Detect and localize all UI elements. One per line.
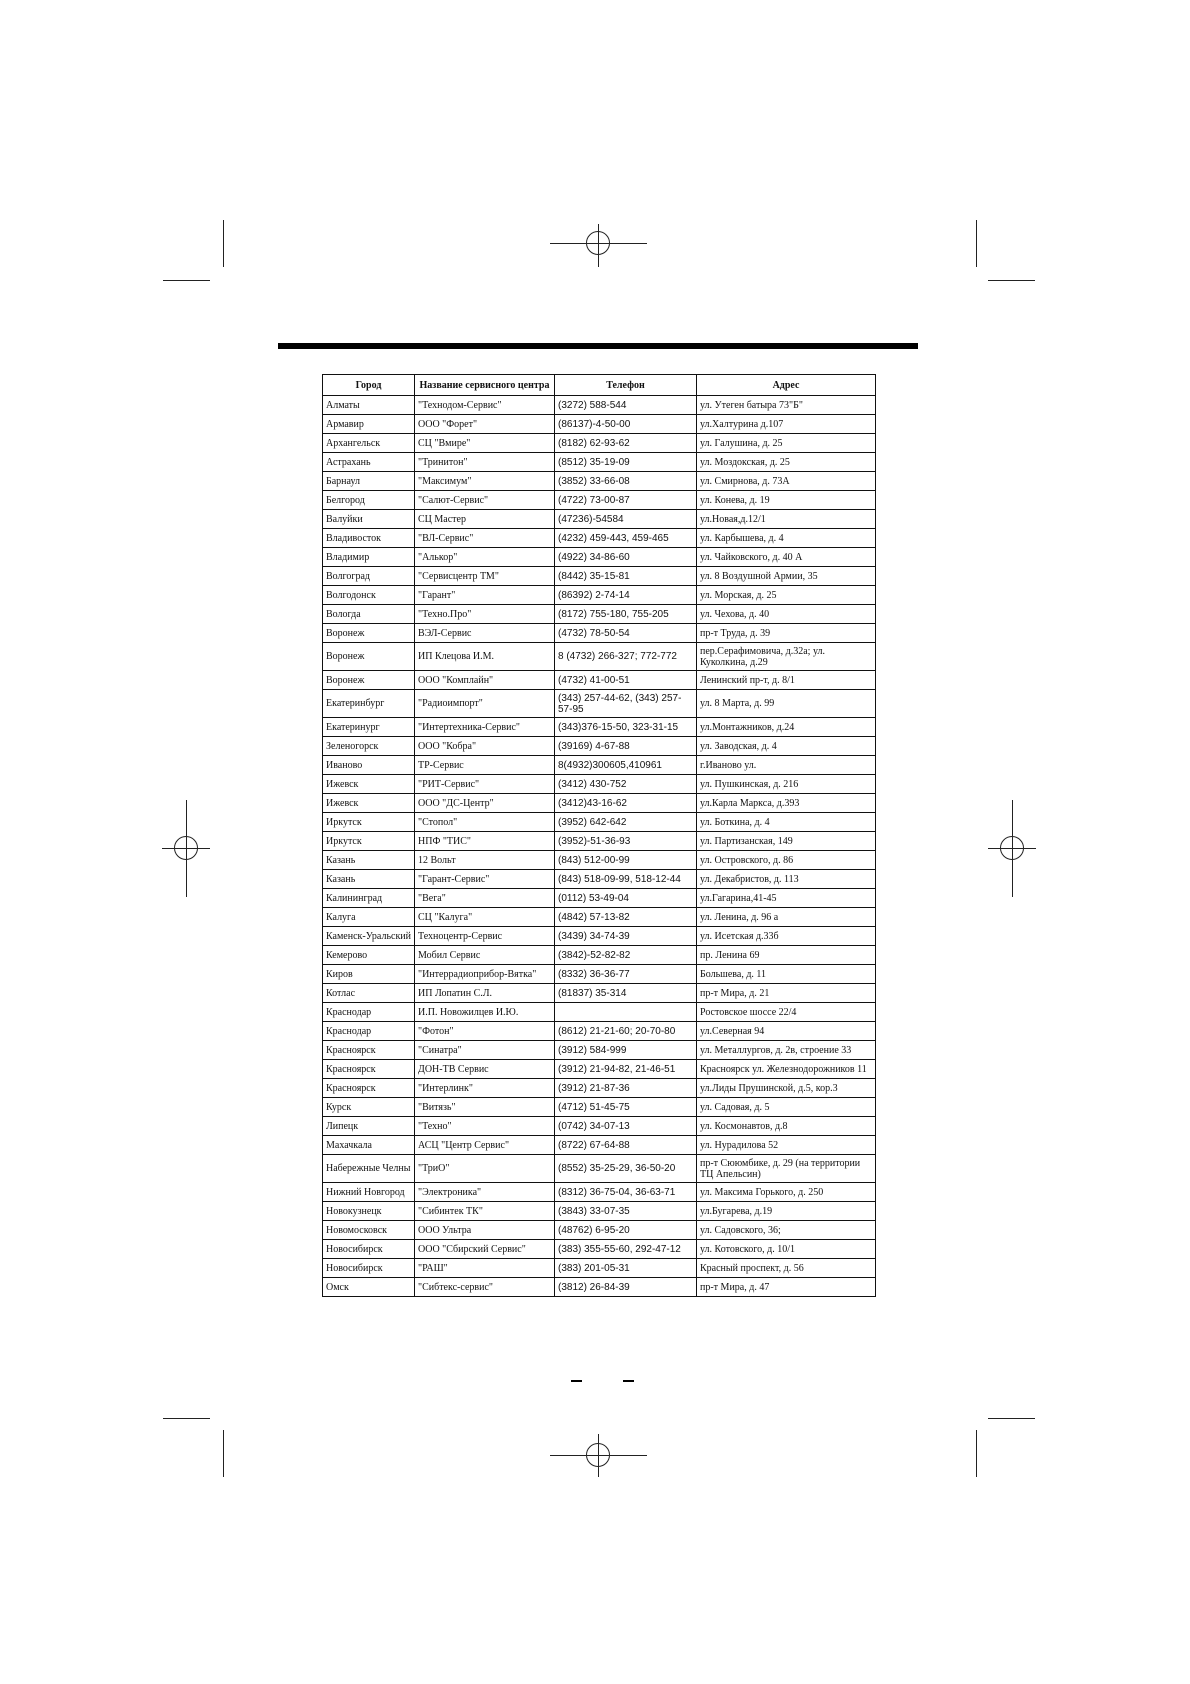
service-name-cell: "Витязь"	[415, 1098, 555, 1117]
city-cell: Кемерово	[323, 946, 415, 965]
phone-cell: 8 (4732) 266-327; 772-772	[555, 643, 697, 671]
city-cell: Киров	[323, 965, 415, 984]
city-cell: Воронеж	[323, 624, 415, 643]
address-cell: ул.Карла Маркса, д.393	[697, 794, 876, 813]
table-row	[323, 737, 876, 756]
table-row	[323, 1155, 876, 1183]
phone-cell: (4842) 57-13-82	[555, 908, 697, 927]
table-row	[323, 946, 876, 965]
table-row	[323, 775, 876, 794]
city-cell: Владимир	[323, 548, 415, 567]
service-name-cell: ТР-Сервис	[415, 756, 555, 775]
table-row	[323, 1117, 876, 1136]
city-cell: Новомосковск	[323, 1221, 415, 1240]
service-name-cell: И.П. Новожилцев И.Ю.	[415, 1003, 555, 1022]
table-row	[323, 1183, 876, 1202]
table-row	[323, 889, 876, 908]
phone-cell: (3952)-51-36-93	[555, 832, 697, 851]
phone-cell: (4722) 73-00-87	[555, 491, 697, 510]
city-cell: Вологда	[323, 605, 415, 624]
service-name-cell: "Максимум"	[415, 472, 555, 491]
service-name-cell: "Тринитон"	[415, 453, 555, 472]
service-name-cell: "Интеррадиоприбор-Вятка"	[415, 965, 555, 984]
phone-cell: (4712) 51-45-75	[555, 1098, 697, 1117]
city-cell: Волгоград	[323, 567, 415, 586]
phone-cell: (4732) 78-50-54	[555, 624, 697, 643]
address-cell: ул. Морская, д. 25	[697, 586, 876, 605]
phone-cell: (8172) 755-180, 755-205	[555, 605, 697, 624]
city-cell: Иркутск	[323, 832, 415, 851]
service-name-cell: ООО "ДС-Центр"	[415, 794, 555, 813]
city-cell: Каменск-Уральский	[323, 927, 415, 946]
address-cell: пр-т Мира, д. 21	[697, 984, 876, 1003]
service-name-cell: "Техно.Про"	[415, 605, 555, 624]
address-cell: Ленинский пр-т, д. 8/1	[697, 671, 876, 690]
address-cell: ул. 8 Марта, д. 99	[697, 690, 876, 718]
address-cell: пр-т Труда, д. 39	[697, 624, 876, 643]
address-cell: Красный проспект, д. 56	[697, 1259, 876, 1278]
address-cell: ул. Космонавтов, д.8	[697, 1117, 876, 1136]
city-cell: Калининград	[323, 889, 415, 908]
city-cell: Ижевск	[323, 794, 415, 813]
phone-cell: (8512) 35-19-09	[555, 453, 697, 472]
service-name-cell: ДОН-ТВ Сервис	[415, 1060, 555, 1079]
table-row	[323, 813, 876, 832]
city-cell: Екатеринбург	[323, 690, 415, 718]
city-cell: Барнаул	[323, 472, 415, 491]
phone-cell: (8442) 35-15-81	[555, 567, 697, 586]
city-cell: Иваново	[323, 756, 415, 775]
city-cell: Астрахань	[323, 453, 415, 472]
table-body	[323, 396, 876, 1297]
city-cell: Казань	[323, 870, 415, 889]
address-cell: ул.Северная 94	[697, 1022, 876, 1041]
phone-cell: (843) 512-00-99	[555, 851, 697, 870]
table-row	[323, 1221, 876, 1240]
service-name-cell: "Электроника"	[415, 1183, 555, 1202]
city-cell: Краснодар	[323, 1003, 415, 1022]
service-name-cell: "Сибинтек ТК"	[415, 1202, 555, 1221]
address-cell: ул. Моздокская, д. 25	[697, 453, 876, 472]
table-row	[323, 851, 876, 870]
phone-cell: (383) 201-05-31	[555, 1259, 697, 1278]
table-row	[323, 548, 876, 567]
service-name-cell: "Техно"	[415, 1117, 555, 1136]
service-name-cell: "Стопол"	[415, 813, 555, 832]
phone-cell: (343)376-15-50, 323-31-15	[555, 718, 697, 737]
service-name-cell: "ВЛ-Сервис"	[415, 529, 555, 548]
table-row	[323, 1136, 876, 1155]
phone-cell: (0742) 34-07-13	[555, 1117, 697, 1136]
crop-mark	[976, 220, 977, 267]
table-row	[323, 1060, 876, 1079]
phone-cell: (8182) 62-93-62	[555, 434, 697, 453]
city-cell: Воронеж	[323, 671, 415, 690]
phone-cell: 8(4932)300605,410961	[555, 756, 697, 775]
phone-cell: (4732) 41-00-51	[555, 671, 697, 690]
table-row	[323, 671, 876, 690]
table-row	[323, 794, 876, 813]
address-cell: пр-т Сююмбике, д. 29 (на территории ТЦ Апельсин)	[697, 1155, 876, 1183]
phone-cell: (0112) 53-49-04	[555, 889, 697, 908]
service-name-cell: АСЦ "Центр Сервис"	[415, 1136, 555, 1155]
city-cell: Омск	[323, 1278, 415, 1297]
city-cell: Новосибирск	[323, 1259, 415, 1278]
table-row	[323, 491, 876, 510]
table-row	[323, 1240, 876, 1259]
address-cell: ул.Монтажников, д.24	[697, 718, 876, 737]
address-cell: ул. 8 Воздушной Армии, 35	[697, 567, 876, 586]
service-name-cell: ИП Клецова И.М.	[415, 643, 555, 671]
table-row	[323, 1079, 876, 1098]
address-cell: Большева, д. 11	[697, 965, 876, 984]
city-cell: Красноярск	[323, 1079, 415, 1098]
crop-mark	[223, 220, 224, 267]
city-cell: Красноярск	[323, 1060, 415, 1079]
address-cell: ул. Заводская, д. 4	[697, 737, 876, 756]
table-row	[323, 927, 876, 946]
table-row	[323, 1022, 876, 1041]
table-row	[323, 1003, 876, 1022]
address-cell: г.Иваново ул.	[697, 756, 876, 775]
address-cell: ул. Чехова, д. 40	[697, 605, 876, 624]
address-cell: ул. Островского, д. 86	[697, 851, 876, 870]
address-cell: ул. Нурадилова 52	[697, 1136, 876, 1155]
table-row	[323, 453, 876, 472]
city-cell: Новокузнецк	[323, 1202, 415, 1221]
crop-mark	[988, 280, 1035, 281]
service-name-cell: НПФ "ТИС"	[415, 832, 555, 851]
address-cell: Ростовское шоссе 22/4	[697, 1003, 876, 1022]
address-cell: Красноярск ул. Железнодорожников 11	[697, 1060, 876, 1079]
city-cell: Липецк	[323, 1117, 415, 1136]
phone-cell: (3843) 33-07-35	[555, 1202, 697, 1221]
phone-cell: (343) 257-44-62, (343) 257-57-95	[555, 690, 697, 718]
city-cell: Воронеж	[323, 643, 415, 671]
table-header-row	[323, 375, 876, 396]
address-cell: ул.Бугарева, д.19	[697, 1202, 876, 1221]
phone-cell: (39169) 4-67-88	[555, 737, 697, 756]
city-cell: Новосибирск	[323, 1240, 415, 1259]
service-name-cell: ООО "Кобра"	[415, 737, 555, 756]
phone-cell: (3412) 430-752	[555, 775, 697, 794]
address-cell: ул. Карбышева, д. 4	[697, 529, 876, 548]
address-cell: ул.Лиды Прушинской, д.5, кор.3	[697, 1079, 876, 1098]
table-row	[323, 1259, 876, 1278]
phone-cell: (8612) 21-21-60; 20-70-80	[555, 1022, 697, 1041]
table-row	[323, 718, 876, 737]
phone-cell	[555, 1003, 697, 1022]
table-row	[323, 529, 876, 548]
phone-cell: (3812) 26-84-39	[555, 1278, 697, 1297]
table-row	[323, 908, 876, 927]
phone-cell: (3912) 21-94-82, 21-46-51	[555, 1060, 697, 1079]
service-name-cell: "Синатра"	[415, 1041, 555, 1060]
city-cell: Калуга	[323, 908, 415, 927]
address-cell: ул. Садовая, д. 5	[697, 1098, 876, 1117]
phone-cell: (8312) 36-75-04, 36-63-71	[555, 1183, 697, 1202]
address-cell: ул. Боткина, д. 4	[697, 813, 876, 832]
address-cell: ул. Декабристов, д. 113	[697, 870, 876, 889]
table-row	[323, 832, 876, 851]
table-row	[323, 756, 876, 775]
service-name-cell: СЦ "Вмире"	[415, 434, 555, 453]
address-cell: ул. Партизанская, 149	[697, 832, 876, 851]
table-row	[323, 1098, 876, 1117]
service-name-cell: "Гарант"	[415, 586, 555, 605]
service-name-cell: ВЭЛ-Сервис	[415, 624, 555, 643]
phone-cell: (3412)43-16-62	[555, 794, 697, 813]
address-cell: ул.Гагарина,41-45	[697, 889, 876, 908]
table-row	[323, 605, 876, 624]
column-header-address: Адрес	[697, 375, 876, 396]
table-row	[323, 1202, 876, 1221]
table-row	[323, 415, 876, 434]
phone-cell: (383) 355-55-60, 292-47-12	[555, 1240, 697, 1259]
table-row	[323, 1278, 876, 1297]
address-cell: ул.Халтурина д.107	[697, 415, 876, 434]
page-number-dash	[623, 1380, 634, 1382]
registration-circle	[586, 1443, 610, 1467]
heading-rule	[278, 343, 918, 349]
city-cell: Зеленогорск	[323, 737, 415, 756]
service-name-cell: "Сервисцентр ТМ"	[415, 567, 555, 586]
phone-cell: (4922) 34-86-60	[555, 548, 697, 567]
service-name-cell: "Алькор"	[415, 548, 555, 567]
city-cell: Валуйки	[323, 510, 415, 529]
city-cell: Курск	[323, 1098, 415, 1117]
phone-cell: (3952) 642-642	[555, 813, 697, 832]
service-name-cell: "Фотон"	[415, 1022, 555, 1041]
address-cell: ул. Ленина, д. 96 а	[697, 908, 876, 927]
table-row	[323, 586, 876, 605]
service-name-cell: СЦ Мастер	[415, 510, 555, 529]
crop-mark	[163, 1418, 210, 1419]
service-name-cell: ООО "Форет"	[415, 415, 555, 434]
city-cell: Алматы	[323, 396, 415, 415]
table-row	[323, 643, 876, 671]
address-cell: ул. Галушина, д. 25	[697, 434, 876, 453]
city-cell: Армавир	[323, 415, 415, 434]
city-cell: Казань	[323, 851, 415, 870]
table-row	[323, 396, 876, 415]
table-row	[323, 472, 876, 491]
city-cell: Краснодар	[323, 1022, 415, 1041]
phone-cell: (3852) 33-66-08	[555, 472, 697, 491]
phone-cell: (3912) 584-999	[555, 1041, 697, 1060]
address-cell: ул. Котовского, д. 10/1	[697, 1240, 876, 1259]
service-name-cell: "ТриО"	[415, 1155, 555, 1183]
address-cell: пр-т Мира, д. 47	[697, 1278, 876, 1297]
service-name-cell: "Гарант-Сервис"	[415, 870, 555, 889]
city-cell: Махачкала	[323, 1136, 415, 1155]
phone-cell: (81837) 35-314	[555, 984, 697, 1003]
service-name-cell: ООО Ультра	[415, 1221, 555, 1240]
address-cell: ул. Пушкинская, д. 216	[697, 775, 876, 794]
city-cell: Волгодонск	[323, 586, 415, 605]
service-name-cell: "РИТ-Сервис"	[415, 775, 555, 794]
city-cell: Ижевск	[323, 775, 415, 794]
address-cell: ул. Максима Горького, д. 250	[697, 1183, 876, 1202]
city-cell: Архангельск	[323, 434, 415, 453]
address-cell: пр. Ленина 69	[697, 946, 876, 965]
service-name-cell: "Интерлинк"	[415, 1079, 555, 1098]
service-name-cell: ООО "Комплайн"	[415, 671, 555, 690]
phone-cell: (8552) 35-25-29, 36-50-20	[555, 1155, 697, 1183]
table-row	[323, 624, 876, 643]
table-row	[323, 965, 876, 984]
address-cell: ул. Смирнова, д. 73А	[697, 472, 876, 491]
phone-cell: (86392) 2-74-14	[555, 586, 697, 605]
city-cell: Владивосток	[323, 529, 415, 548]
table-row	[323, 567, 876, 586]
service-name-cell: "Вега"	[415, 889, 555, 908]
page-number-dash	[571, 1380, 582, 1382]
registration-circle	[174, 836, 198, 860]
crop-mark	[988, 1418, 1035, 1419]
city-cell: Нижний Новгород	[323, 1183, 415, 1202]
table-row	[323, 1041, 876, 1060]
phone-cell: (47236)-54584	[555, 510, 697, 529]
address-cell: пер.Серафимовича, д.32а; ул. Куколкина, д.29	[697, 643, 876, 671]
registration-circle	[1000, 836, 1024, 860]
address-cell: ул. Утеген батыра 73"Б"	[697, 396, 876, 415]
city-cell: Котлас	[323, 984, 415, 1003]
phone-cell: (8332) 36-36-77	[555, 965, 697, 984]
column-header-phone: Телефон	[555, 375, 697, 396]
city-cell: Иркутск	[323, 813, 415, 832]
column-header-service-name: Название сервисного центра	[415, 375, 555, 396]
service-name-cell: СЦ "Калуга"	[415, 908, 555, 927]
address-cell: ул. Конева, д. 19	[697, 491, 876, 510]
service-name-cell: ИП Лопатин С.Л.	[415, 984, 555, 1003]
service-name-cell: "Интертехника-Сервис"	[415, 718, 555, 737]
phone-cell: (3439) 34-74-39	[555, 927, 697, 946]
table-row	[323, 434, 876, 453]
address-cell: ул. Металлургов, д. 2в, строение 33	[697, 1041, 876, 1060]
service-name-cell: "Сибтекс-сервис"	[415, 1278, 555, 1297]
city-cell: Набережные Челны	[323, 1155, 415, 1183]
table-row	[323, 984, 876, 1003]
city-cell: Белгород	[323, 491, 415, 510]
service-centers-table	[322, 374, 876, 1297]
address-cell: ул.Новая,д.12/1	[697, 510, 876, 529]
phone-cell: (843) 518-09-99, 518-12-44	[555, 870, 697, 889]
city-cell: Екатеринург	[323, 718, 415, 737]
phone-cell: (3842)-52-82-82	[555, 946, 697, 965]
service-name-cell: 12 Вольт	[415, 851, 555, 870]
phone-cell: (3272) 588-544	[555, 396, 697, 415]
service-name-cell: Мобил Сервис	[415, 946, 555, 965]
service-name-cell: ООО "Сбирский Сервис"	[415, 1240, 555, 1259]
crop-mark	[976, 1430, 977, 1477]
crop-mark	[223, 1430, 224, 1477]
address-cell: ул. Исетская д.33б	[697, 927, 876, 946]
phone-cell: (48762) 6-95-20	[555, 1221, 697, 1240]
service-name-cell: Техноцентр-Сервис	[415, 927, 555, 946]
column-header-city: Город	[323, 375, 415, 396]
service-name-cell: "РАШ"	[415, 1259, 555, 1278]
table-row	[323, 690, 876, 718]
crop-mark	[163, 280, 210, 281]
phone-cell: (86137)-4-50-00	[555, 415, 697, 434]
service-name-cell: "Салют-Сервис"	[415, 491, 555, 510]
address-cell: ул. Чайковского, д. 40 А	[697, 548, 876, 567]
phone-cell: (4232) 459-443, 459-465	[555, 529, 697, 548]
table-row	[323, 510, 876, 529]
city-cell: Красноярск	[323, 1041, 415, 1060]
service-name-cell: "Радиоимпорт"	[415, 690, 555, 718]
registration-circle	[586, 231, 610, 255]
table-row	[323, 870, 876, 889]
address-cell: ул. Садовского, 36;	[697, 1221, 876, 1240]
service-name-cell: "Технодом-Сервис"	[415, 396, 555, 415]
phone-cell: (8722) 67-64-88	[555, 1136, 697, 1155]
phone-cell: (3912) 21-87-36	[555, 1079, 697, 1098]
